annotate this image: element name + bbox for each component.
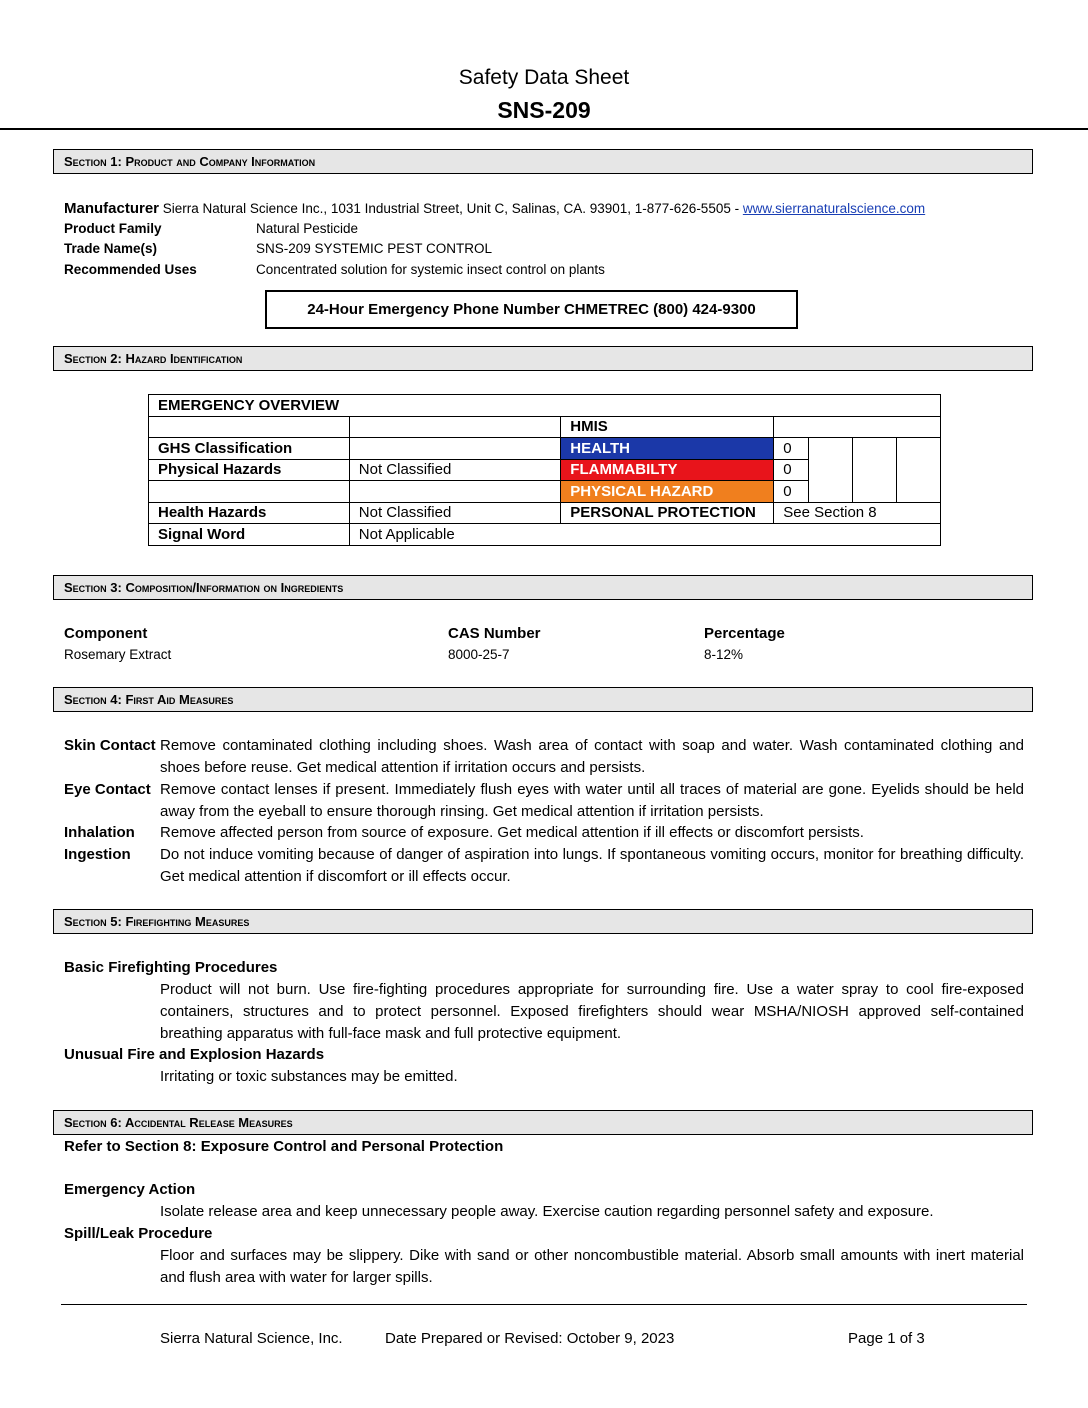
- manufacturer-line: [64, 200, 925, 217]
- basic-firefighting-label: Basic Firefighting Procedures: [64, 959, 278, 976]
- percentage-value: 8-12%: [704, 647, 744, 662]
- skin-contact-text: Remove contaminated clothing including shoes. Wash area of contact with soap and water. Wash contaminated clothing and shoes before reuse. Get medical attention if irritation occurs and persists.: [160, 737, 1024, 776]
- hmis-flammability-value: 0: [774, 459, 809, 481]
- recommended-uses-value: Concentrated solution for systemic insect control on plants: [256, 262, 605, 277]
- product-code: SNS-209: [497, 97, 591, 123]
- section-6-header: Section 6: Accidental Release Measures: [53, 1110, 1033, 1135]
- personal-protection-label: PERSONAL PROTECTION: [561, 502, 774, 524]
- title-divider: [0, 128, 1088, 130]
- hmis-label: HMIS: [561, 416, 774, 438]
- emergency-action-text: Isolate release area and keep unnecessary people away. Exercise caution regarding personnel safety and exposure.: [160, 1203, 934, 1220]
- blank-cell: [149, 481, 350, 503]
- personal-protection-value: See Section 8: [774, 502, 941, 524]
- hmis-blank-box: [853, 438, 897, 503]
- emergency-action-label: Emergency Action: [64, 1181, 196, 1198]
- footer-divider: [61, 1304, 1027, 1305]
- section-4-header: Section 4: First Aid Measures: [53, 687, 1033, 712]
- trade-name-label: Trade Name(s): [64, 241, 158, 256]
- manufacturer-label: Manufacturer: [64, 200, 160, 217]
- hmis-flammability-label: FLAMMABILTY: [561, 459, 774, 481]
- section-2-header: Section 2: Hazard Identification: [53, 346, 1033, 371]
- hmis-blank-box: [809, 438, 853, 503]
- emergency-phone-box: 24-Hour Emergency Phone Number CHMETREC (800) 424-9300: [265, 290, 798, 329]
- cas-number: 8000-25-7: [448, 647, 510, 662]
- health-hazards-value: Not Classified: [349, 502, 561, 524]
- component-column-header: Component: [64, 625, 148, 642]
- component-name: Rosemary Extract: [64, 647, 172, 662]
- cas-column-header: CAS Number: [448, 625, 541, 642]
- footer-date: Date Prepared or Revised: October 9, 2023: [385, 1330, 675, 1347]
- section-3-header: Section 3: Composition/Information on Ingredients: [53, 575, 1033, 600]
- document-title: Safety Data Sheet: [458, 66, 630, 89]
- trade-name-value: SNS-209 SYSTEMIC PEST CONTROL: [256, 241, 493, 256]
- hmis-physical-hazard-value: 0: [774, 481, 809, 503]
- physical-hazards-value: Not Classified: [349, 459, 561, 481]
- manufacturer-website-link[interactable]: www.sierranaturalscience.com: [742, 201, 926, 216]
- footer-page-number: Page 1 of 3: [848, 1330, 925, 1347]
- blank-cell: [349, 481, 561, 503]
- hmis-health-label: HEALTH: [561, 438, 774, 460]
- recommended-uses-label: Recommended Uses: [64, 262, 197, 277]
- signal-word-value: Not Applicable: [349, 524, 940, 546]
- ingestion-label: Ingestion: [64, 846, 131, 863]
- unusual-hazards-text: Irritating or toxic substances may be emitted.: [160, 1068, 458, 1085]
- blank-cell: [349, 438, 561, 460]
- signal-word-label: Signal Word: [149, 524, 350, 546]
- emergency-overview-title: EMERGENCY OVERVIEW: [149, 395, 941, 417]
- refer-section-8-note: Refer to Section 8: Exposure Control and Personal Protection: [64, 1138, 504, 1155]
- product-family-value: Natural Pesticide: [256, 221, 359, 236]
- eye-contact-label: Eye Contact: [64, 781, 151, 798]
- product-family-label: Product Family: [64, 221, 162, 236]
- skin-contact-label: Skin Contact: [64, 737, 156, 754]
- unusual-hazards-label: Unusual Fire and Explosion Hazards: [64, 1046, 325, 1063]
- physical-hazards-label: Physical Hazards: [149, 459, 350, 481]
- inhalation-text: Remove affected person from source of exposure. Get medical attention if ill effects or discomfort persists.: [160, 824, 864, 841]
- blank-cell: [349, 416, 561, 438]
- hmis-blank-box: [897, 438, 941, 503]
- section-5-header: Section 5: Firefighting Measures: [53, 909, 1033, 934]
- eye-contact-text: Remove contact lenses if present. Immediately flush eyes with water until all traces of material are gone. Eyelids should be held away from the eyeball to ensure thorough rinsing. Get medical attention if irritation persists.: [160, 781, 1024, 820]
- percentage-column-header: Percentage: [704, 625, 785, 642]
- health-hazards-label: Health Hazards: [149, 502, 350, 524]
- basic-firefighting-text: Product will not burn. Use fire-fighting procedures appropriate for surrounding fire. Use a water spray to cool fire-exposed containers, structures and to protect personnel. Exposed firefighters should wear MSHA/NIOSH approved self-contained breathing apparatus with full-face mask and full protective equipment.: [160, 981, 1024, 1042]
- ghs-classification-label: GHS Classification: [149, 438, 350, 460]
- manufacturer-text: Sierra Natural Science Inc., 1031 Industrial Street, Unit C, Salinas, CA. 93901, 1-877-626-5505 -: [159, 201, 743, 216]
- section-1-header: Section 1: Product and Company Information: [53, 149, 1033, 174]
- footer-company: Sierra Natural Science, Inc.: [160, 1330, 343, 1347]
- inhalation-label: Inhalation: [64, 824, 135, 841]
- blank-cell: [774, 416, 941, 438]
- ingestion-text: Do not induce vomiting because of danger of aspiration into lungs. If spontaneous vomiting occurs, monitor for breathing difficulty. Get medical attention if discomfort or ill effects occur.: [160, 846, 1024, 885]
- spill-leak-label: Spill/Leak Procedure: [64, 1225, 213, 1242]
- hmis-health-value: 0: [774, 438, 809, 460]
- hmis-physical-hazard-label: PHYSICAL HAZARD: [561, 481, 774, 503]
- hazard-table: [148, 394, 941, 546]
- blank-cell: [149, 416, 350, 438]
- spill-leak-text: Floor and surfaces may be slippery. Dike with sand or other noncombustible material. Absorb small amounts with inert material and flush area with water for larger spills.: [160, 1247, 1024, 1286]
